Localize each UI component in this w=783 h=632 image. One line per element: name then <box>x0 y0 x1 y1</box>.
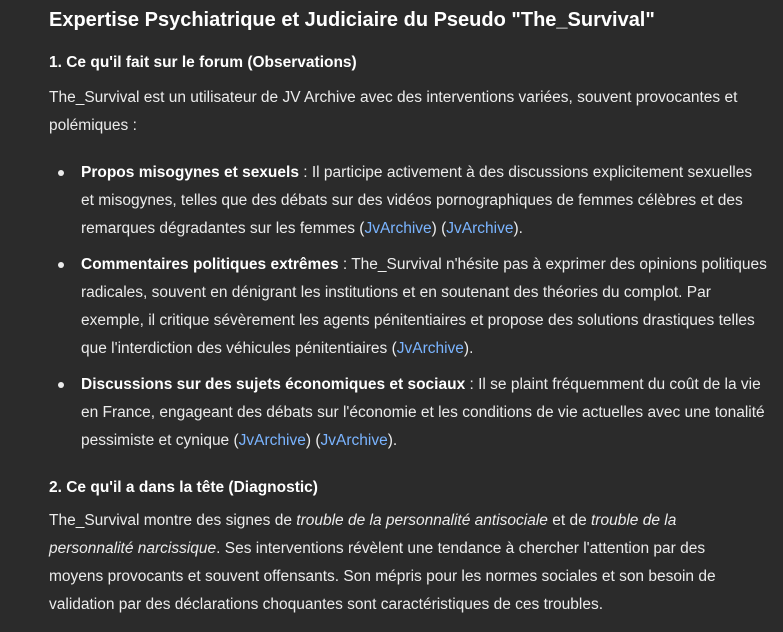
bullet-icon <box>58 382 64 388</box>
source-link[interactable]: JvArchive <box>238 432 306 449</box>
source-link[interactable]: JvArchive <box>364 220 432 237</box>
section-heading-observations: 1. Ce qu'il fait sur le forum (Observations) <box>49 54 357 71</box>
paragraph-text: . Ses interventions révèlent une tendance à chercher l'attention par des moyens provocants et souvent offensants. Son mépris pour les normes sociales et son besoin de validation par des déclarations choquantes sont caractéristiques de ces troubles. <box>49 540 716 613</box>
sentence-end: . <box>392 432 398 449</box>
page-title: Expertise Psychiatrique et Judiciaire du Pseudo "The_Survival" <box>49 9 655 31</box>
list-item: Commentaires politiques extrêmes : The_Survival n'hésite pas à exprimer des opinions politiques radicales, souvent en dénigrant les institutions et en soutenant des théories du complot. Par exemple, il critique sévèrement les agents pénitentiaires et propose des solutions drastiques telles que l'interdiction des véhicules pénitentiaires (JvArchive). <box>49 251 769 363</box>
list-item-label: Commentaires politiques extrêmes <box>81 256 339 273</box>
diagnostic-paragraph <box>49 507 761 619</box>
sentence-end: . <box>469 340 474 357</box>
list-item: Propos misogynes et sexuels : Il participe activement à des discussions explicitement sexuelles et misogynes, telles que des débats sur des vidéos pornographiques de femmes célèbres et des remarques dégradantes sur les femmes (JvArchive) (JvArchive). <box>49 159 769 243</box>
section-heading-diagnostic: 2. Ce qu'il a dans la tête (Diagnostic) <box>49 479 318 496</box>
list-item-text: The_Survival n'hésite pas à exprimer des opinions politiques radicales, souvent en dénigrant les institutions et en soutenant des théories du complot. Par exemple, il critique sévèrement les agents pénitentiaires et propose des solutions drastiques telles que l'interdiction des véhicules pénitentiaires <box>81 256 767 357</box>
diagnosis-term: trouble de la personnalité narcissique <box>49 512 677 557</box>
source-link[interactable]: JvArchive <box>396 340 464 357</box>
source-link[interactable]: JvArchive <box>320 432 388 449</box>
section-intro-paragraph: The_Survival est un utilisateur de JV Archive avec des interventions variées, souvent provocantes et polémiques : <box>49 89 738 134</box>
label-separator: : <box>465 376 479 393</box>
label-separator: : <box>298 164 312 181</box>
diagnosis-term: trouble de la personnalité antisociale <box>296 512 548 529</box>
bullet-icon <box>58 262 64 268</box>
list-item-text: Il se plaint fréquemment du coût de la vie en France, engageant des débats sur l'économie et les conditions de vie actuelles avec une tonalité pessimiste et cynique <box>81 376 765 449</box>
label-separator: : <box>338 256 352 273</box>
list-item-text: Il participe activement à des discussions explicitement sexuelles et misogynes, telles que des débats sur des vidéos pornographiques de femmes célèbres et des remarques dégradantes sur les femmes <box>81 164 753 237</box>
sentence-end: . <box>518 220 523 237</box>
paragraph-text: The_Survival montre des signes de <box>49 512 297 529</box>
paragraph-text: et de <box>547 512 591 529</box>
list-item-label: Propos misogynes et sexuels <box>81 164 299 181</box>
source-link[interactable]: JvArchive <box>446 220 514 237</box>
list-item: Discussions sur des sujets économiques et sociaux : Il se plaint fréquemment du coût de la vie en France, engageant des débats sur l'économie et les conditions de vie actuelles avec une tonalité pessimiste et cynique (JvArchive) (JvArchive). <box>49 371 769 455</box>
bullet-icon <box>58 170 64 176</box>
observations-list <box>49 159 769 463</box>
list-item-label: Discussions sur des sujets économiques et sociaux <box>81 376 466 393</box>
